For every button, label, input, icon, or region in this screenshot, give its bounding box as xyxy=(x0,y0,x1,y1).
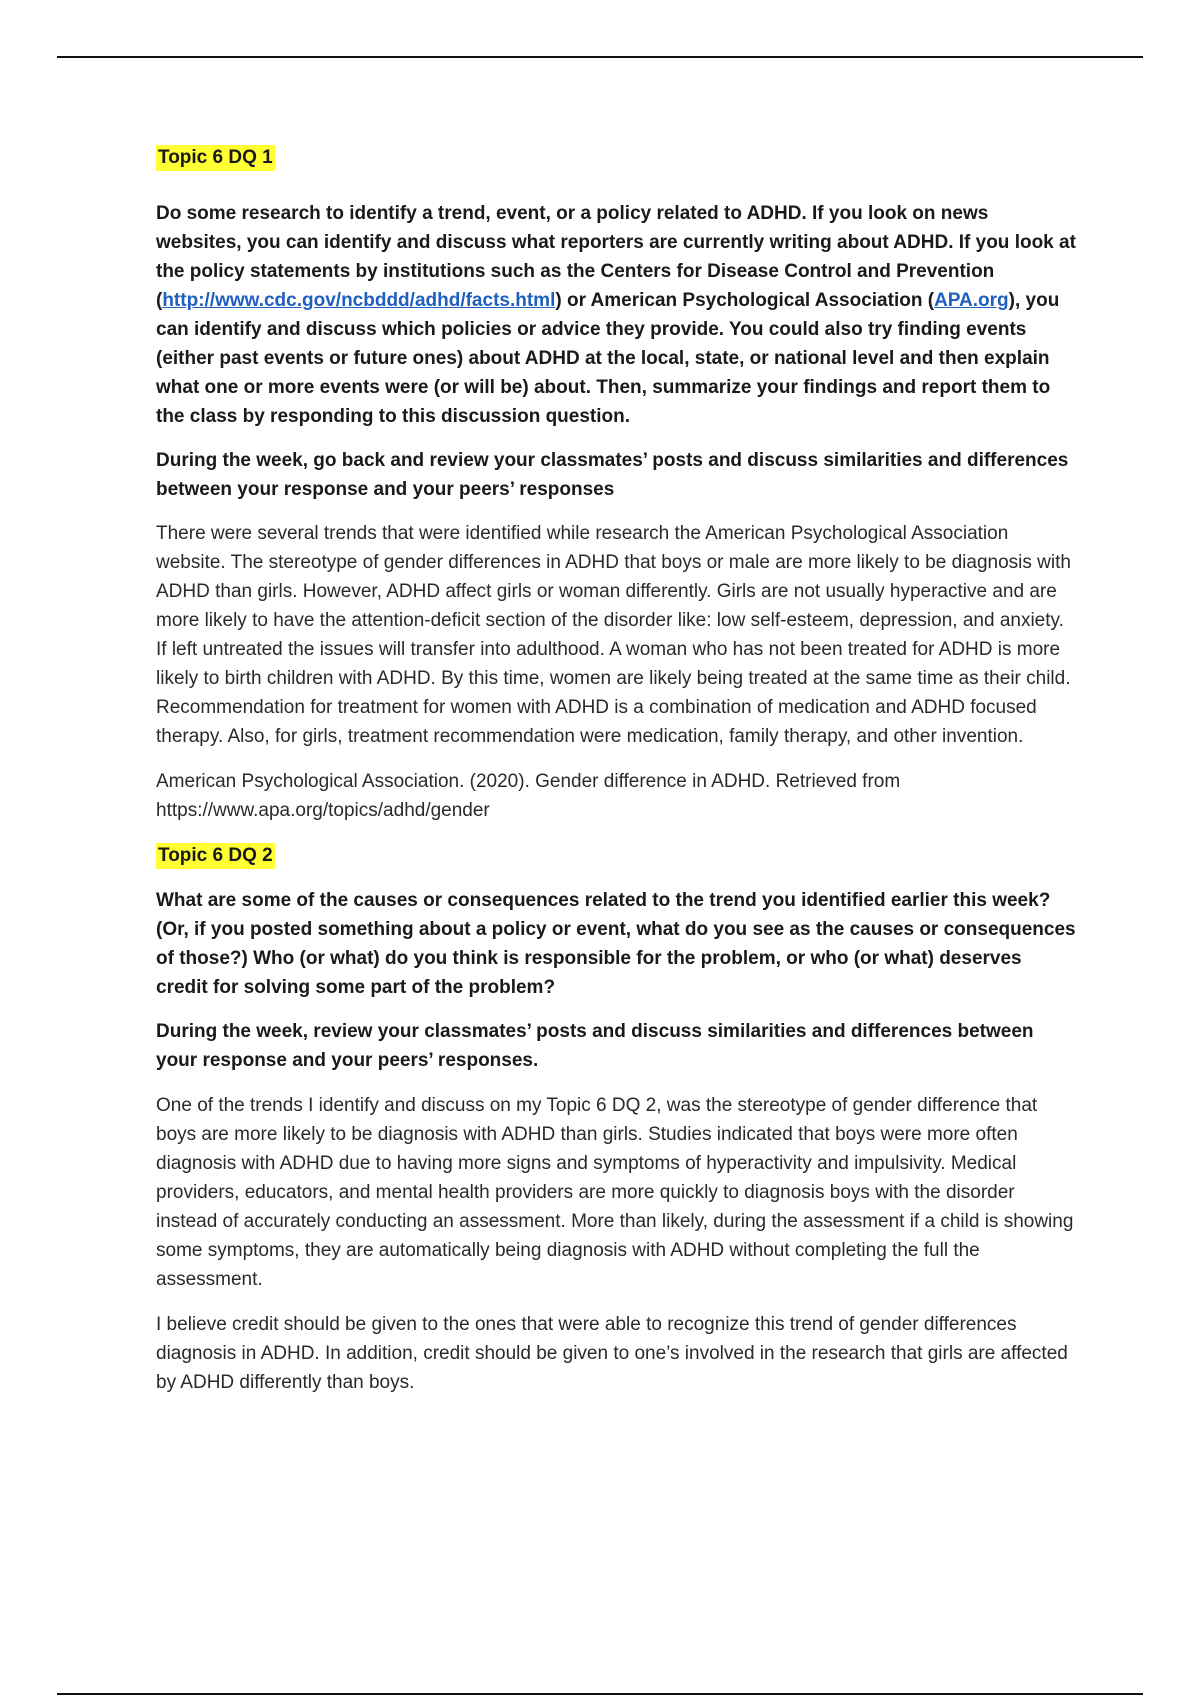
dq2-response-paragraph-1: One of the trends I identify and discuss on my Topic 6 DQ 2, was the stereotype of gender difference that boys are more likely to be diagnosis with ADHD than girls. Studies indicated that boys were more often diagnosis with ADHD due to having more signs and symptoms of hyperactivity and impulsivity. Medical providers, educators, and mental health providers are more quickly to diagnosis boys with the disorder instead of accurately conducting an assessment. More than likely, during the assessment if a child is showing some symptoms, they are automatically being diagnosis with ADHD without completing the full the assessment. xyxy=(156,1095,1074,1290)
dq2-response-paragraph-2: I believe credit should be given to the ones that were able to recognize this trend of gender differences diagnosis in ADHD. In addition, credit should be given to one’s involved in the research that girls are affected by ADHD differently than boys. xyxy=(156,1314,1068,1393)
cdc-link[interactable]: http://www.cdc.gov/ncbddd/adhd/facts.html xyxy=(162,290,556,311)
dq2-heading xyxy=(156,841,1076,870)
dq1-review-instructions: During the week, go back and review your classmates’ posts and discuss similarities and differences between your response and your peers’ responses xyxy=(156,450,1069,500)
dq1-reference: American Psychological Association. (2020). Gender difference in ADHD. Retrieved from https://www.apa.org/topics/adhd/gender xyxy=(156,771,901,821)
header-rule xyxy=(57,56,1143,58)
dq2-prompt: What are some of the causes or consequences related to the trend you identified earlier this week? (Or, if you posted something about a policy or event, what do you see as the causes or consequences of those?) Who (or what) do you think is responsible for the problem, or who (or what) deserves credit for solving some part of the problem? xyxy=(156,890,1076,998)
footer-rule xyxy=(57,1693,1143,1695)
dq1-response: There were several trends that were identified while research the American Psychological Association website. The stereotype of gender differences in ADHD that boys or male are more likely to be diagnosis with ADHD than girls. However, ADHD affect girls or woman differently. Girls are not usually hyperactive and are more likely to have the attention-deficit section of the disorder like: low self-esteem, depression, and anxiety. If left untreated the issues will transfer into adulthood. A woman who has not been treated for ADHD is more likely to birth children with ADHD. By this time, women are likely being treated at the same time as their child. Recommendation for treatment for women with ADHD is a combination of medication and ADHD focused therapy. Also, for girls, treatment recommendation were medication, family therapy, and other invention. xyxy=(156,523,1071,747)
dq2-highlighted-label: Topic 6 DQ 2 xyxy=(156,843,275,869)
dq1-prompt xyxy=(156,199,1076,431)
dq1-prompt-part3: ), you can identify and discuss which policies or advice they provide. You could also try finding events (either past events or future ones) about ADHD at the local, state, or national level and then explain what one or more events were (or will be) about. Then, summarize your findings and report them to the class by responding to this discussion question. xyxy=(156,290,1060,427)
dq1-heading xyxy=(156,143,1076,172)
dq1-highlighted-label: Topic 6 DQ 1 xyxy=(156,145,275,171)
apa-link[interactable]: APA.org xyxy=(934,290,1009,311)
dq2-review-instructions: During the week, review your classmates’ posts and discuss similarities and differences between your response and your peers’ responses. xyxy=(156,1021,1034,1071)
dq1-prompt-part2: ) or American Psychological Association ( xyxy=(555,290,935,311)
dq1-prompt-part1: Do some research to identify a trend, event, or a policy related to ADHD. If you look on news websites, you can identify and discuss what reporters are currently writing about ADHD. If you look at the policy statements by institutions such as the Centers for Disease Control and Prevention ( xyxy=(156,203,1076,311)
document-body xyxy=(156,143,1076,1397)
